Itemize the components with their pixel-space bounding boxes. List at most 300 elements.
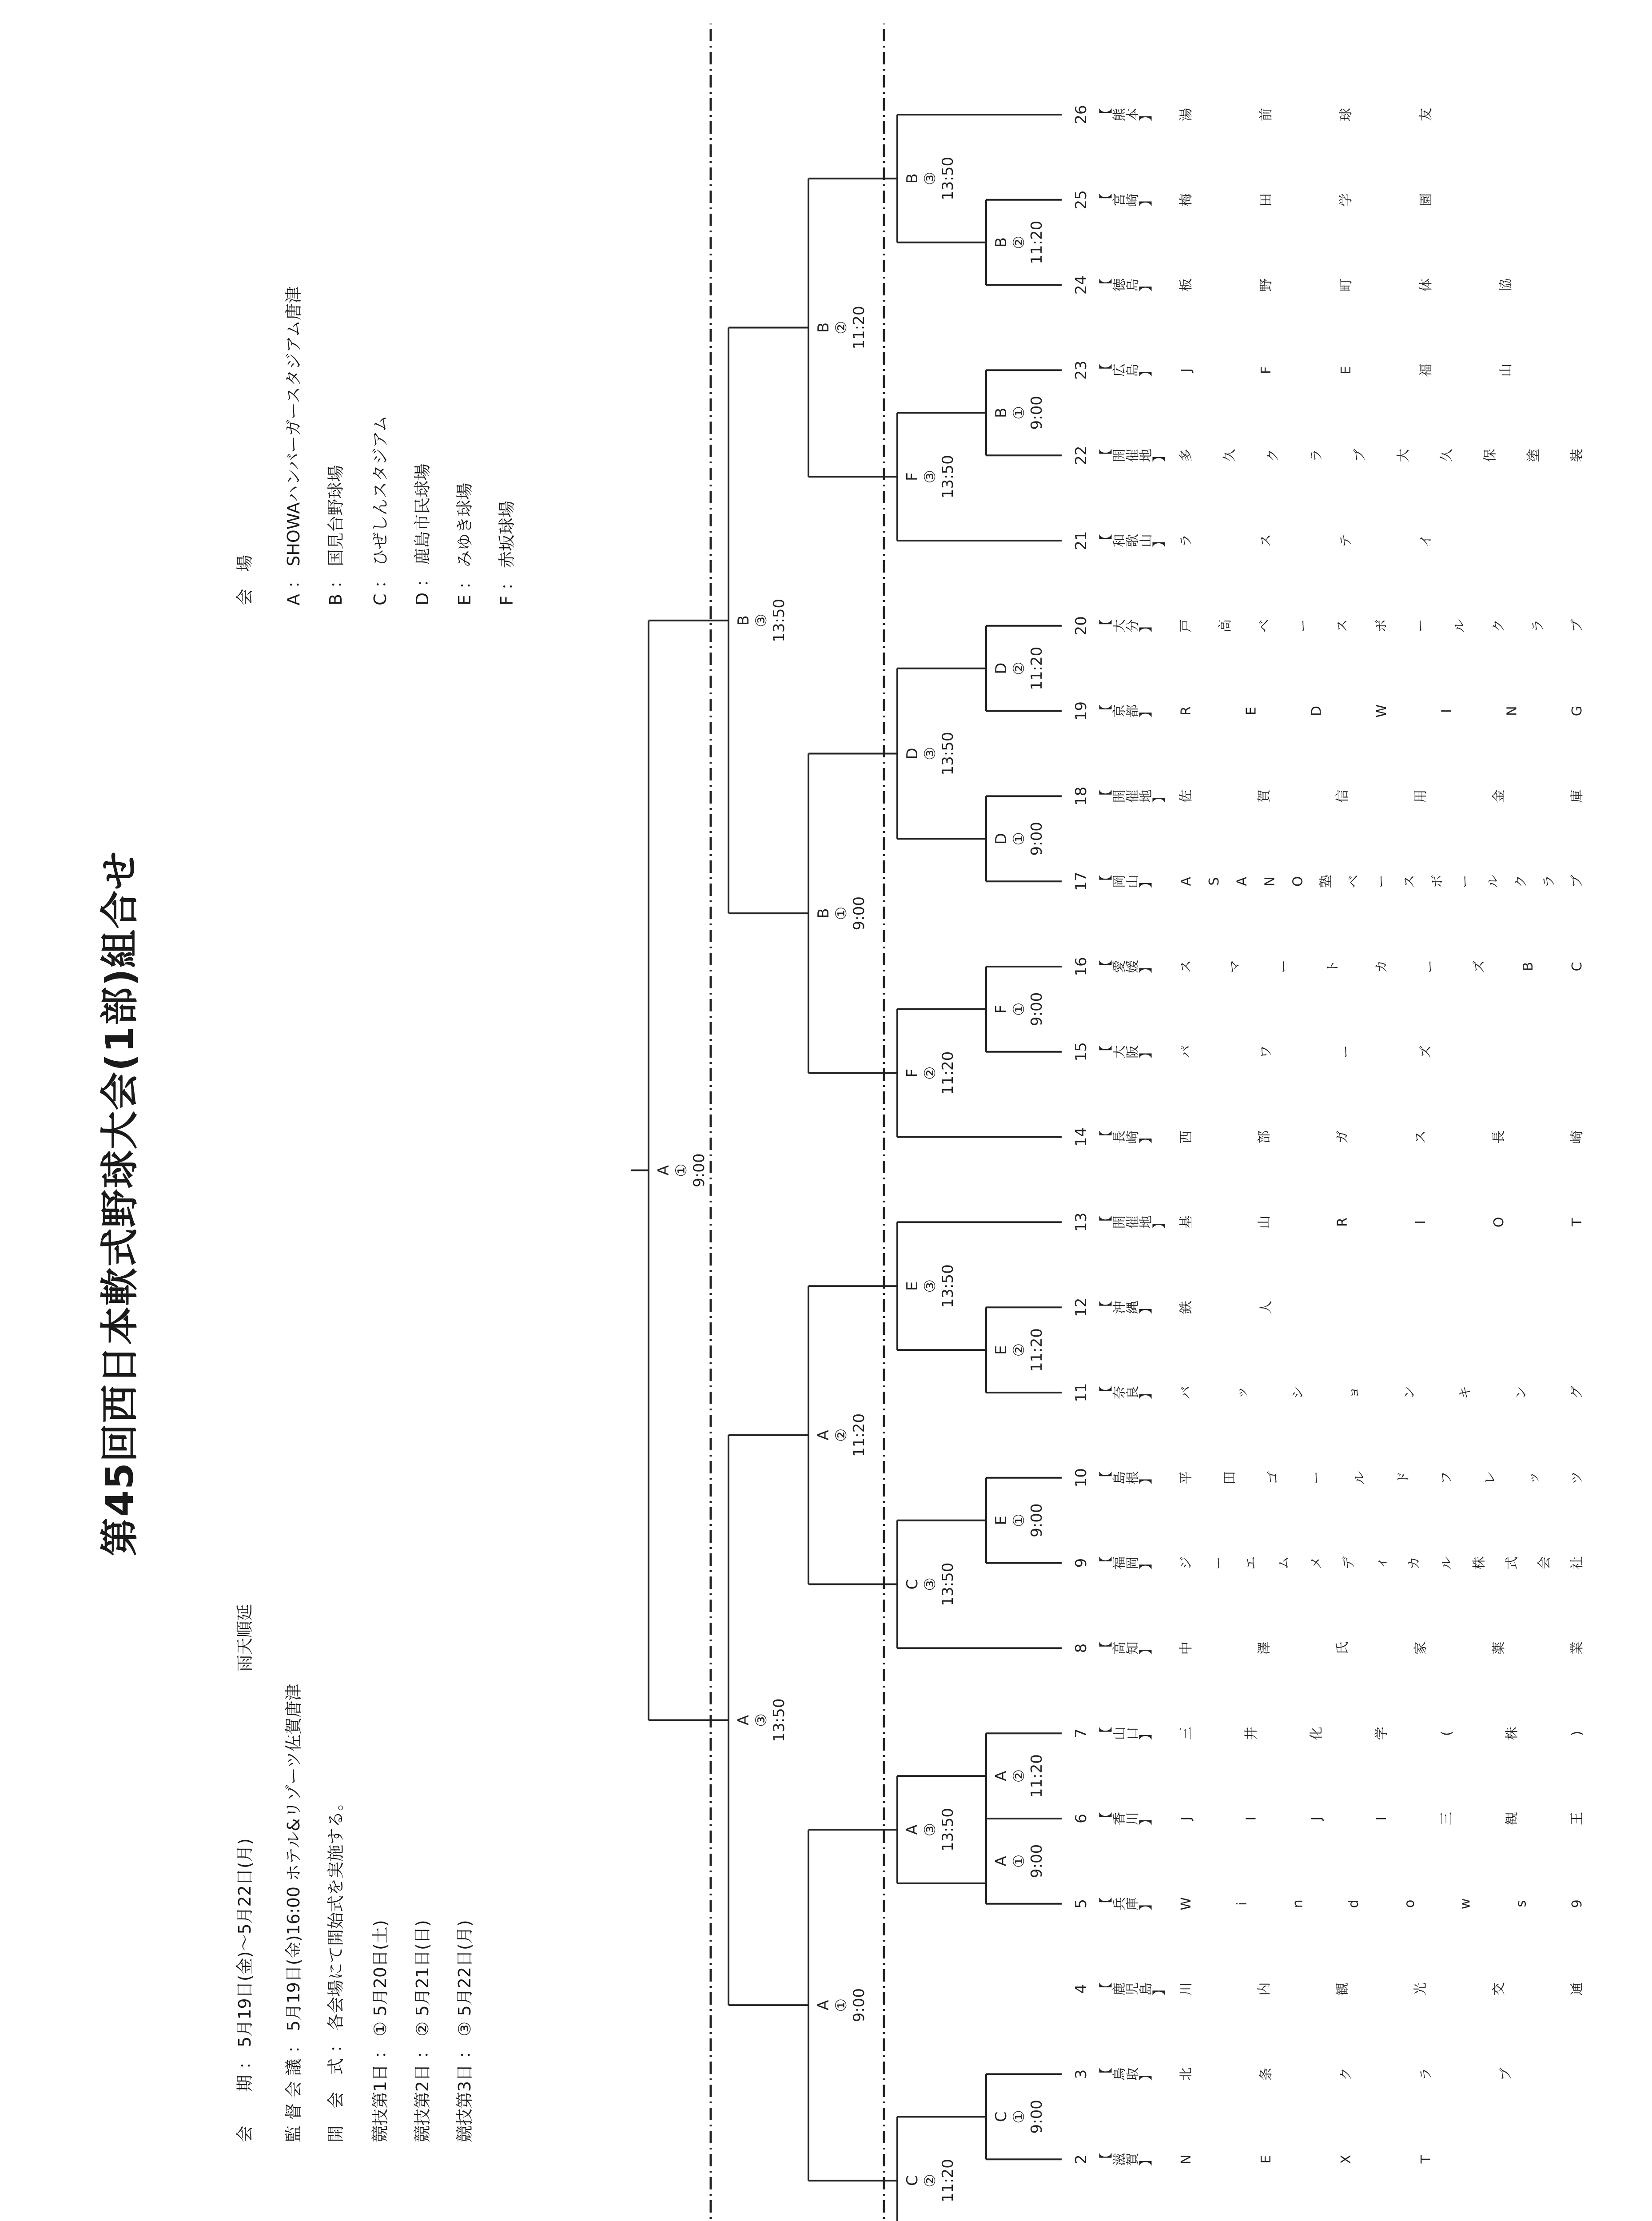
match-day: ③ <box>921 1279 939 1293</box>
day2-info: 競技第2日 ： ② 5月21日(日) <box>413 1920 432 2142</box>
team-name-char: ム <box>1276 1556 1292 1570</box>
team-name-char: ル <box>1485 875 1501 888</box>
team-name-char: ラ <box>1178 534 1194 547</box>
match-time: 11:20 <box>1028 1754 1046 1798</box>
team-pref-char: 地 <box>1138 1215 1154 1229</box>
team-name-char: 体 <box>1418 278 1434 292</box>
team-number: 20 <box>1072 616 1090 636</box>
match-day: ② <box>1010 235 1028 249</box>
team-pref-char: 京 <box>1112 704 1127 718</box>
team-name-char: ズ <box>1472 960 1487 973</box>
match-venue: A <box>904 1824 921 1835</box>
match-time: 11:20 <box>850 306 868 350</box>
team-name-char: 薬 <box>1491 1641 1507 1655</box>
team-pref-char: 】 <box>1152 449 1167 462</box>
team-name-char: W <box>1178 1897 1194 1911</box>
team-name-char: B <box>1521 962 1536 971</box>
team-pref-char: 【 <box>1099 1897 1114 1911</box>
match-venue: B <box>735 615 752 626</box>
match-day: ② <box>1010 1769 1028 1783</box>
team-name-char: 湯 <box>1178 108 1194 121</box>
day1-info: 競技第1日 ： ① 5月20日(土) <box>370 1920 390 2142</box>
team-pref-char: 】 <box>1138 875 1154 888</box>
team-name-char: 協 <box>1498 278 1514 292</box>
team-name-char: ラ <box>1309 449 1325 462</box>
team-name-char: ク <box>1491 619 1507 633</box>
team-name-char: 梅 <box>1178 193 1194 207</box>
team-name-char: シ <box>1290 1386 1306 1399</box>
team-name-char: 三 <box>1439 1812 1455 1825</box>
team-pref-char: 】 <box>1138 1641 1154 1655</box>
team-name-char: s <box>1513 1900 1529 1907</box>
team-name-char: 会 <box>1537 1556 1552 1570</box>
team-pref-char: 庫 <box>1125 1897 1141 1911</box>
match-venue: B <box>815 908 832 919</box>
match-day: ① <box>1010 832 1028 846</box>
team-pref-char: 地 <box>1138 789 1154 803</box>
team-pref-char: 奈 <box>1112 1386 1127 1399</box>
team-name-char: 澤 <box>1257 1641 1272 1655</box>
team-name-char: I <box>1243 1816 1259 1821</box>
team-pref-char: 】 <box>1138 1727 1154 1740</box>
team-name-char: 業 <box>1569 1641 1585 1655</box>
team-name-char: ー <box>1338 1045 1354 1059</box>
team-name-char: 9 <box>1569 1899 1585 1908</box>
team-pref-char: 【 <box>1099 1045 1114 1059</box>
match-time: 9:00 <box>1028 992 1046 1027</box>
team-pref-char: 縄 <box>1125 1301 1141 1314</box>
team-pref-char: 】 <box>1138 363 1154 377</box>
team-number: 7 <box>1072 1728 1090 1739</box>
team-pref-char: 】 <box>1138 2067 1154 2081</box>
team-pref-char: 島 <box>1125 278 1141 292</box>
team-name-char: A <box>1234 876 1250 886</box>
team-name-char: T <box>1418 2155 1434 2164</box>
team-pref-char: 大 <box>1112 619 1127 633</box>
team-number: 9 <box>1072 1558 1090 1568</box>
team-name-char: グ <box>1569 1386 1585 1399</box>
team-pref-char: 口 <box>1125 1727 1141 1740</box>
team-pref-char: 【 <box>1099 1982 1114 1996</box>
team-pref-char: 】 <box>1138 193 1154 207</box>
team-name-char: ド <box>1395 1471 1411 1485</box>
team-name-char: ジ <box>1178 1556 1194 1570</box>
match-venue: E <box>992 1345 1010 1355</box>
team-name-char: 化 <box>1309 1727 1325 1740</box>
team-pref-char: 催 <box>1125 449 1141 462</box>
team-pref-char: 】 <box>1138 1386 1154 1399</box>
team-pref-char: 【 <box>1099 193 1114 207</box>
team-name-char: ボ <box>1374 619 1389 633</box>
team-name-char: ク <box>1513 875 1529 888</box>
team-pref-char: 【 <box>1099 1556 1114 1570</box>
team-name-char: 条 <box>1258 2067 1274 2081</box>
team-name-char: マ <box>1227 960 1243 973</box>
team-name-char: 佐 <box>1178 789 1194 803</box>
match-time: 9:00 <box>850 1988 868 2022</box>
match-day: ③ <box>921 470 939 484</box>
match-day: ③ <box>752 613 770 628</box>
team-pref-char: 【 <box>1099 108 1114 121</box>
team-name-char: D <box>1309 706 1325 716</box>
team-name-char: 西 <box>1178 1130 1194 1144</box>
team-pref-char: 高 <box>1112 1641 1127 1655</box>
match-venue: D <box>992 662 1010 674</box>
match-day: ③ <box>752 1713 770 1727</box>
team-name-char: 戸 <box>1178 619 1194 633</box>
venue-heading: 会 場 <box>235 554 255 605</box>
team-name-char: ー <box>1276 960 1292 973</box>
team-name-char: 高 <box>1218 619 1233 633</box>
team-name-char: ィ <box>1374 1556 1389 1570</box>
team-name-char: 交 <box>1491 1982 1507 1996</box>
team-name-char: d <box>1346 1899 1362 1908</box>
team-name-char: ブ <box>1352 449 1368 462</box>
match-time: 13:50 <box>939 455 957 499</box>
match-day: ① <box>1010 1002 1028 1016</box>
team-pref-char: 愛 <box>1112 960 1127 973</box>
match-time: 9:00 <box>1028 1844 1046 1879</box>
page-title: 第45回西日本軟式野球大会(1部)組合せ <box>98 850 142 1556</box>
team-name-char: w <box>1457 1898 1473 1910</box>
match-venue: D <box>992 833 1010 845</box>
team-pref-char: 】 <box>1138 1812 1154 1825</box>
match-day: ① <box>1010 406 1028 420</box>
team-name-char: i <box>1234 1902 1250 1906</box>
team-name-char: ン <box>1513 1386 1529 1399</box>
team-pref-char: 【 <box>1099 704 1114 718</box>
team-pref-char: 【 <box>1099 534 1114 547</box>
team-name-char: I <box>1439 709 1455 713</box>
team-name-char: F <box>1258 366 1274 374</box>
team-pref-char: 】 <box>1138 1130 1154 1144</box>
team-pref-char: 【 <box>1099 619 1114 633</box>
team-name-char: ク <box>1265 449 1281 462</box>
team-name-char: 社 <box>1569 1556 1585 1570</box>
team-name-char: ク <box>1338 2067 1354 2081</box>
team-number: 5 <box>1072 1899 1090 1909</box>
match-time: 9:00 <box>850 896 868 931</box>
team-name-char: 通 <box>1569 1982 1585 1996</box>
team-name-char: T <box>1569 1218 1585 1226</box>
venue-b: B ： 国見台野球場 <box>326 465 346 605</box>
team-pref-char: 崎 <box>1125 1130 1141 1144</box>
team-pref-char: 大 <box>1112 1045 1127 1059</box>
team-name-char: 鉄 <box>1178 1301 1194 1314</box>
team-pref-char: 知 <box>1125 1641 1141 1655</box>
match-venue: E <box>992 1515 1010 1525</box>
team-pref-char: 長 <box>1112 1130 1127 1144</box>
team-name-char: 基 <box>1178 1215 1194 1229</box>
team-name-char: 久 <box>1222 449 1238 462</box>
venue-a: A ： SHOWAハンバーガースタジアム唐津 <box>284 286 303 605</box>
team-name-char: E <box>1338 366 1354 374</box>
team-pref-char: 分 <box>1125 619 1141 633</box>
match-day: ③ <box>921 1823 939 1837</box>
team-pref-char: 崎 <box>1125 193 1141 207</box>
match-time: 11:20 <box>1028 1328 1046 1372</box>
team-pref-char: 】 <box>1138 1471 1154 1485</box>
match-day: ③ <box>921 747 939 760</box>
team-name-char: 塾 <box>1318 875 1334 888</box>
team-name-char: 学 <box>1338 193 1354 207</box>
match-venue: A <box>815 2000 832 2010</box>
team-pref-char: 】 <box>1138 960 1154 973</box>
team-pref-char: 熊 <box>1112 108 1127 121</box>
match-venue: F <box>904 472 921 481</box>
team-pref-char: 【 <box>1099 2153 1114 2166</box>
team-pref-char: 賀 <box>1125 2153 1141 2166</box>
team-name-char: I <box>1413 1220 1429 1224</box>
team-pref-char: 滋 <box>1112 2153 1127 2166</box>
team-name-char: フ <box>1439 1471 1455 1485</box>
team-name-char: 庫 <box>1569 789 1585 803</box>
team-name-char: ゴ <box>1265 1471 1281 1485</box>
team-pref-char: 広 <box>1112 363 1127 377</box>
match-time: 11:20 <box>939 2159 957 2203</box>
team-name-char: W <box>1374 704 1389 718</box>
match-day: ① <box>832 906 850 920</box>
team-name-char: イ <box>1418 534 1434 547</box>
team-pref-char: 香 <box>1112 1812 1127 1825</box>
team-number: 15 <box>1072 1042 1090 1062</box>
team-name-char: 用 <box>1413 789 1429 803</box>
team-name-char: ス <box>1413 1130 1429 1144</box>
team-pref-char: 】 <box>1138 1301 1154 1314</box>
match-time: 9:00 <box>1028 396 1046 430</box>
team-pref-char: 徳 <box>1112 278 1127 292</box>
team-pref-char: 【 <box>1099 1215 1114 1229</box>
team-name-char: O <box>1491 1217 1507 1228</box>
team-name-char: N <box>1504 706 1520 716</box>
team-name-char: 福 <box>1418 363 1434 377</box>
team-name-char: ス <box>1178 960 1194 973</box>
match-time: 11:20 <box>850 1413 868 1457</box>
match-time: 9:00 <box>1028 822 1046 856</box>
team-name-char: 王 <box>1569 1812 1585 1825</box>
team-pref-char: 和 <box>1112 534 1127 547</box>
team-pref-char: 山 <box>1112 1727 1127 1740</box>
team-name-char: テ <box>1338 534 1354 547</box>
match-venue: A <box>992 1856 1010 1867</box>
team-name-char: 賀 <box>1257 789 1272 803</box>
team-pref-char: 岡 <box>1125 1556 1141 1570</box>
team-name-char: ( <box>1439 1731 1455 1736</box>
team-pref-char: 【 <box>1099 449 1114 462</box>
team-pref-char: 】 <box>1138 704 1154 718</box>
venue-e: E ： みゆき球場 <box>455 482 474 605</box>
team-name-char: 野 <box>1258 278 1274 292</box>
team-name-char: R <box>1335 1217 1350 1227</box>
team-number: 23 <box>1072 360 1090 380</box>
team-name-char: ョ <box>1346 1386 1362 1399</box>
team-name-char: ル <box>1352 1471 1368 1485</box>
team-pref-char: 【 <box>1099 1130 1114 1144</box>
team-name-char: O <box>1290 876 1306 887</box>
team-name-char: ラ <box>1418 2067 1434 2081</box>
team-pref-char: 【 <box>1099 1641 1114 1655</box>
match-venue: A <box>992 1771 1010 1781</box>
team-name-char: ラ <box>1541 875 1557 888</box>
match-day: ② <box>1010 661 1028 675</box>
team-pref-char: 【 <box>1099 363 1114 377</box>
team-pref-char: 鹿 <box>1112 1982 1127 1996</box>
team-pref-char: 山 <box>1125 875 1141 888</box>
team-number: 11 <box>1072 1383 1090 1402</box>
team-pref-char: 】 <box>1152 1982 1167 1996</box>
team-pref-char: 催 <box>1125 789 1141 803</box>
team-pref-char: 歌 <box>1125 534 1141 547</box>
team-name-char: 観 <box>1335 1982 1350 1996</box>
team-name-char: ー <box>1374 875 1389 888</box>
period-info: 会 期 ： 5月19日(金)～5月22日(月) <box>235 1838 255 2142</box>
team-number: 18 <box>1072 786 1090 806</box>
match-time: 9:00 <box>1028 1503 1046 1537</box>
match-venue: C <box>904 2175 921 2186</box>
team-name-char: 株 <box>1472 1556 1487 1570</box>
team-name-char: 園 <box>1418 193 1434 207</box>
team-name-char: 崎 <box>1569 1130 1585 1144</box>
match-day: ① <box>1010 2110 1028 2124</box>
team-pref-char: 】 <box>1138 2153 1154 2166</box>
team-name-char: n <box>1290 1899 1306 1908</box>
team-name-char: 学 <box>1374 1727 1389 1740</box>
team-number: 19 <box>1072 701 1090 721</box>
team-name-char: パ <box>1178 1045 1194 1059</box>
team-name-char: ル <box>1439 1556 1455 1570</box>
venue-c: C ： ひぜしんスタジアム <box>370 415 390 605</box>
team-name-char: 長 <box>1491 1130 1507 1144</box>
team-name-char: J <box>1178 368 1194 372</box>
team-name-char: G <box>1569 705 1585 716</box>
team-name-char: ス <box>1258 534 1274 547</box>
team-name-char: ブ <box>1569 619 1585 633</box>
team-pref-char: 根 <box>1125 1471 1141 1485</box>
team-pref-char: 島 <box>1112 1471 1127 1485</box>
team-number: 10 <box>1072 1468 1090 1488</box>
team-name-char: ベ <box>1257 619 1272 633</box>
team-name-char: デ <box>1341 1556 1357 1570</box>
match-time: 11:20 <box>939 1051 957 1095</box>
venue-f: F ： 赤坂球場 <box>497 500 517 605</box>
team-name-char: 保 <box>1482 449 1498 462</box>
match-venue: F <box>992 1005 1010 1014</box>
match-day: ① <box>1010 1854 1028 1868</box>
team-pref-char: 】 <box>1138 1045 1154 1059</box>
team-number: 8 <box>1072 1643 1090 1653</box>
team-number: 13 <box>1072 1212 1090 1232</box>
match-time: 11:20 <box>1028 646 1046 690</box>
opening-info: 開 会 式 ： 各会場にて開始式を実施する。 <box>326 1794 346 2142</box>
team-name-char: S <box>1206 877 1222 886</box>
team-number: 22 <box>1072 446 1090 465</box>
team-name-char: ) <box>1569 1731 1585 1736</box>
team-name-char: R <box>1178 706 1194 716</box>
team-name-char: バ <box>1178 1386 1194 1399</box>
team-name-char: C <box>1569 962 1585 971</box>
team-name-char: 川 <box>1178 1982 1194 1996</box>
team-pref-char: 取 <box>1125 2067 1141 2081</box>
team-name-char: 塗 <box>1526 449 1542 462</box>
team-name-char: E <box>1258 2155 1274 2164</box>
match-time: 13:50 <box>939 1264 957 1308</box>
match-time: 13:50 <box>770 1698 788 1742</box>
team-name-char: 板 <box>1178 278 1194 292</box>
team-name-char: 平 <box>1178 1471 1194 1485</box>
team-name-char: ル <box>1452 619 1468 633</box>
team-name-char: ト <box>1325 960 1341 973</box>
team-name-char: 大 <box>1395 449 1411 462</box>
match-time: 11:20 <box>1028 220 1046 264</box>
match-time: 13:50 <box>939 156 957 200</box>
match-day: ② <box>921 1066 939 1080</box>
team-pref-char: 【 <box>1099 1301 1114 1314</box>
team-name-char: ワ <box>1258 1045 1274 1059</box>
team-pref-char: 島 <box>1125 363 1141 377</box>
team-name-char: ー <box>1423 960 1438 973</box>
team-name-char: 信 <box>1335 789 1350 803</box>
team-number: 16 <box>1072 957 1090 976</box>
team-pref-char: 福 <box>1112 1556 1127 1570</box>
team-pref-char: 開 <box>1112 449 1127 462</box>
match-time: 13:50 <box>939 732 957 776</box>
team-name-char: 田 <box>1258 193 1274 207</box>
team-pref-char: 【 <box>1099 2067 1114 2081</box>
team-name-char: ン <box>1401 1386 1417 1399</box>
team-name-char: ス <box>1401 875 1417 888</box>
team-name-char: ラ <box>1530 619 1546 633</box>
team-pref-char: 】 <box>1138 278 1154 292</box>
team-number: 2 <box>1072 2154 1090 2165</box>
team-number: 14 <box>1072 1127 1090 1147</box>
match-venue: A <box>655 1165 673 1176</box>
team-pref-char: 本 <box>1125 108 1141 121</box>
team-pref-char: 兵 <box>1112 1897 1127 1911</box>
team-name-char: 金 <box>1491 789 1507 803</box>
team-name-char: 装 <box>1569 449 1585 462</box>
match-venue: B <box>992 237 1010 248</box>
match-time: 13:50 <box>770 598 788 642</box>
team-pref-char: 】 <box>1138 1897 1154 1911</box>
match-day: ② <box>832 1428 850 1442</box>
team-pref-char: 【 <box>1099 789 1114 803</box>
match-day: ① <box>1010 1513 1028 1527</box>
team-pref-char: 催 <box>1125 1215 1141 1229</box>
match-day: ③ <box>921 171 939 186</box>
match-venue: E <box>904 1281 921 1291</box>
team-number: 12 <box>1072 1298 1090 1317</box>
team-pref-char: 沖 <box>1112 1301 1127 1314</box>
venue-d: D ： 鹿島市民球場 <box>413 463 432 605</box>
team-pref-char: 良 <box>1125 1386 1141 1399</box>
team-pref-char: 島 <box>1138 1982 1154 1996</box>
match-venue: B <box>992 407 1010 418</box>
team-name-char: 人 <box>1258 1301 1274 1314</box>
team-name-char: A <box>1178 876 1194 886</box>
team-name-char: 山 <box>1257 1215 1272 1229</box>
team-name-char: ー <box>1413 619 1429 633</box>
team-name-char: エ <box>1243 1556 1259 1570</box>
match-day: ① <box>673 1163 690 1177</box>
team-pref-char: 】 <box>1138 619 1154 633</box>
team-name-char: ツ <box>1569 1471 1585 1485</box>
team-number: 24 <box>1072 275 1090 295</box>
team-number: 17 <box>1072 872 1090 891</box>
team-pref-char: 】 <box>1138 1556 1154 1570</box>
team-name-char: 友 <box>1418 108 1434 121</box>
team-name-char: ス <box>1335 619 1350 633</box>
team-name-char: 観 <box>1504 1812 1520 1825</box>
